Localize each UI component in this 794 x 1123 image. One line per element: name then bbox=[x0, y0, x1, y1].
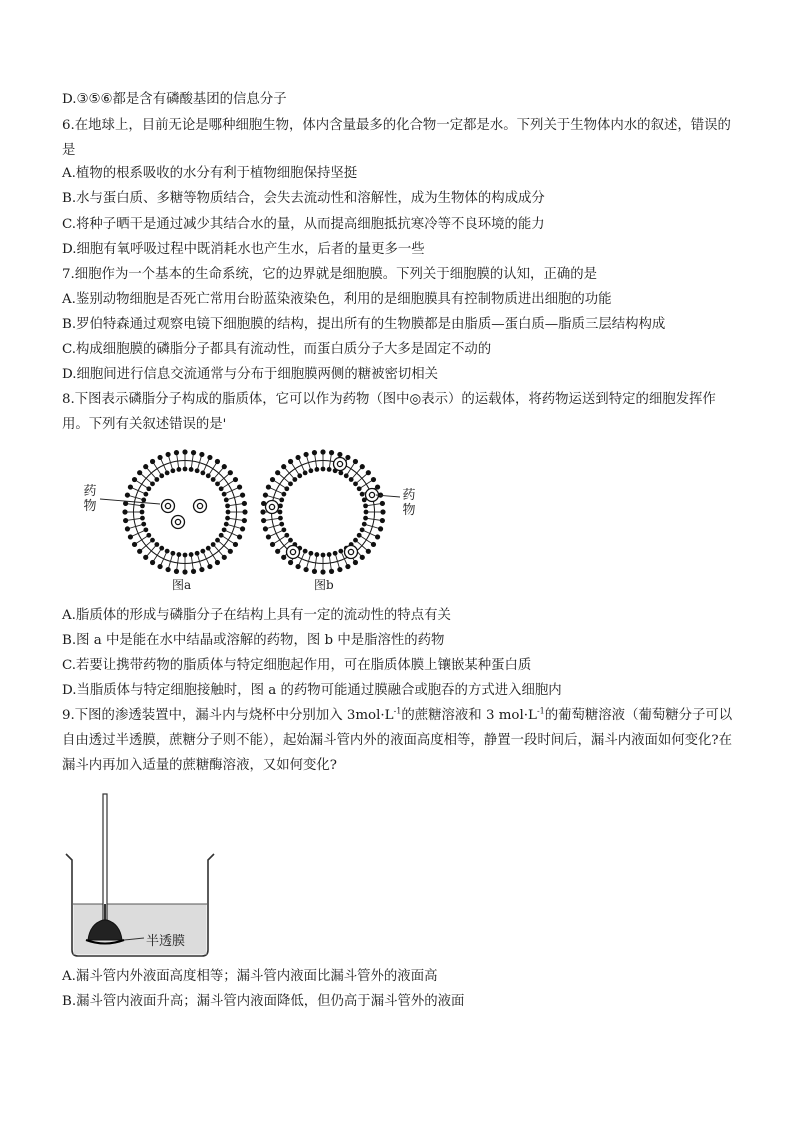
liposome-b-outer-head bbox=[360, 555, 365, 560]
liposome-a-outer-head bbox=[157, 564, 162, 569]
liposome-a-inner-head bbox=[211, 477, 216, 482]
liposome-a-outer-head bbox=[228, 549, 233, 554]
liposome-a-inner-head bbox=[224, 497, 229, 502]
liposome-a-inner-head bbox=[189, 552, 194, 557]
question-6-stem: 6.在地球上，目前无论是哪种细胞生物，体内含量最多的化合物一定都是水。下列关于生物体内水的叙述，错误的是 bbox=[62, 118, 731, 158]
liposome-b-outer-head bbox=[263, 526, 268, 531]
liposome-a-inner-head bbox=[225, 516, 230, 521]
liposome-b-inner-head bbox=[308, 551, 313, 556]
figure-caption-a: 图a bbox=[172, 578, 192, 592]
liposome-b-inner-head bbox=[321, 467, 326, 472]
liposome-a-outer-head bbox=[128, 534, 133, 539]
liposome-b-outer-head bbox=[260, 509, 265, 514]
liposome-a-inner-head bbox=[176, 467, 181, 472]
liposome-a-outer-head bbox=[182, 569, 187, 574]
liposome-b-inner-head bbox=[362, 522, 367, 527]
liposome-b-inner-head bbox=[314, 467, 319, 472]
liposome-b-outer-head bbox=[270, 477, 275, 482]
liposome-b-outer-head bbox=[375, 484, 380, 489]
membrane-label: 半透膜 bbox=[146, 934, 186, 949]
liposome-b-outer-head bbox=[281, 464, 286, 469]
liposome-a-outer-head bbox=[242, 501, 247, 506]
liposome-b-outer-head bbox=[281, 555, 286, 560]
liposome-b-outer-head bbox=[337, 452, 342, 457]
liposome-a-outer-head bbox=[143, 555, 148, 560]
liposome-b-outer-head bbox=[303, 452, 308, 457]
liposome-b-outer-head bbox=[303, 567, 308, 572]
liposome-a-outer-head bbox=[128, 484, 133, 489]
liposome-a-inner-head bbox=[150, 538, 155, 543]
liposome-b-outer-head bbox=[288, 459, 293, 464]
liposome-a-outer-head bbox=[125, 492, 130, 497]
liposome-a-outer-head bbox=[215, 459, 220, 464]
liposome-b-inner-head bbox=[321, 553, 326, 558]
question-6-option-b: B.水与蛋白质、多糖等物质结合，会失去流动性和溶解性，成为生物体的构成成分 bbox=[62, 191, 545, 206]
liposome-a-inner-head bbox=[195, 468, 200, 473]
liposome-a-inner-head bbox=[189, 467, 194, 472]
liposome-a-inner-head bbox=[159, 473, 164, 478]
liposome-b-inner-head bbox=[353, 538, 358, 543]
liposome-a-inner-head bbox=[150, 481, 155, 486]
liposome-a-outer-head bbox=[137, 549, 142, 554]
liposome-b-inner-head bbox=[327, 467, 332, 472]
question-9-option-b: B.漏斗管内液面升高；漏斗管内液面降低，但仍高于漏斗管外的液面 bbox=[62, 994, 465, 1009]
liposome-b-outer-head bbox=[345, 455, 350, 460]
liposome-b-outer-head bbox=[378, 526, 383, 531]
liposome-a-inner-head bbox=[219, 486, 224, 491]
liposome-a-outer-head bbox=[150, 560, 155, 565]
liposome-a-inner-head bbox=[146, 486, 151, 491]
question-8-option-a: A.脂质体的形成与磷脂分子在结构上具有一定的流动性的特点有关 bbox=[62, 608, 451, 623]
liposome-a-inner-head bbox=[143, 492, 148, 497]
liposome-b-outer-head bbox=[320, 449, 325, 454]
liposome-b-outer-head bbox=[345, 564, 350, 569]
liposome-b-outer-head bbox=[288, 560, 293, 565]
liposome-b-outer-head bbox=[380, 518, 385, 523]
liposome-a-inner-head bbox=[183, 467, 188, 472]
drug-pointer-a bbox=[100, 499, 160, 504]
question-9-option-a: A.漏斗管内外液面高度相等；漏斗管内液面比漏斗管外的液面高 bbox=[62, 969, 438, 984]
liposome-a-outer-head bbox=[165, 452, 170, 457]
liposome-a-bilayer-core bbox=[134, 461, 237, 564]
liposome-a-inner-head bbox=[165, 549, 170, 554]
liposome-a-outer-head bbox=[222, 464, 227, 469]
liposome-b-inner-head bbox=[363, 503, 368, 508]
liposome-b-inner-head bbox=[284, 486, 289, 491]
question-7-option-b: B.罗伯特森通过观察电镜下细胞膜的结构，提出所有的生物膜都是由脂质—蛋白质—脂质三层结构构成 bbox=[62, 317, 666, 332]
liposome-b-outer-head bbox=[371, 477, 376, 482]
liposome-a-outer-head bbox=[233, 542, 238, 547]
question-6-option-d: D.细胞有氧呼吸过程中既消耗水也产生水，后者的量更多一些 bbox=[62, 242, 425, 257]
question-7-option-a: A.鉴别动物细胞是否死亡常用台盼蓝染液染色，利用的是细胞膜具有控制物质进出细胞的功能 bbox=[62, 292, 612, 307]
liposome-a-outer-head bbox=[240, 492, 245, 497]
liposome-b-inner-head bbox=[281, 492, 286, 497]
liposome-a-outer-head bbox=[157, 455, 162, 460]
drug-b-1 bbox=[266, 501, 279, 514]
liposome-b-inner-head bbox=[292, 477, 297, 482]
liposome-b-outer-head bbox=[366, 470, 371, 475]
liposome-b-outer-head bbox=[337, 567, 342, 572]
liposome-a-inner-head bbox=[211, 542, 216, 547]
liposome-b-inner-head bbox=[278, 516, 283, 521]
drug-a-2 bbox=[194, 500, 207, 513]
liposome-b-inner-head bbox=[303, 549, 308, 554]
liposome-b-outer-head bbox=[329, 569, 334, 574]
liposome-b-inner-head bbox=[349, 477, 354, 482]
liposome-a-inner-head bbox=[215, 481, 220, 486]
drug-b-3 bbox=[345, 546, 358, 559]
liposome-a-inner-head bbox=[170, 551, 175, 556]
liposome-b-inner-head bbox=[333, 551, 338, 556]
liposome-a-inner-head bbox=[224, 522, 229, 527]
liposome-b-outer-head bbox=[353, 459, 358, 464]
drug-a-3 bbox=[172, 516, 185, 529]
liposome-a-outer-head bbox=[215, 560, 220, 565]
liposome-b-outer-head bbox=[261, 518, 266, 523]
liposome-a-inner-head bbox=[226, 510, 231, 515]
liposome-a-inner-head bbox=[222, 492, 227, 497]
liposome-a-outer-head bbox=[165, 567, 170, 572]
liposome-b-inner-head bbox=[314, 552, 319, 557]
liposome-b-outer-head bbox=[380, 509, 385, 514]
liposome-a-inner-head bbox=[159, 546, 164, 551]
drug-label-b: 药物 bbox=[402, 488, 416, 518]
liposome-a-outer-head bbox=[228, 470, 233, 475]
liposome-b-outer-head bbox=[263, 492, 268, 497]
liposome-a-inner-head bbox=[140, 510, 145, 515]
liposome-b-inner-head bbox=[288, 481, 293, 486]
liposome-a-inner-head bbox=[215, 538, 220, 543]
liposome-a-outer-head bbox=[199, 567, 204, 572]
liposome-b-inner-head bbox=[297, 473, 302, 478]
liposome-a-outer-head bbox=[122, 509, 127, 514]
liposome-a-inner-head bbox=[170, 468, 175, 473]
liposome-a-inner-head bbox=[206, 473, 211, 478]
liposome-a-inner-head bbox=[165, 470, 170, 475]
liposome-a-inner-head bbox=[200, 470, 205, 475]
liposome-a-outer-head bbox=[132, 542, 137, 547]
liposome-a-inner-head bbox=[146, 533, 151, 538]
liposome-a-outer-head bbox=[242, 518, 247, 523]
liposome-a-outer-head bbox=[137, 470, 142, 475]
liposome-b-outer-head bbox=[270, 542, 275, 547]
liposome-a-outer-head bbox=[242, 509, 247, 514]
liposome-b-outer-head bbox=[371, 542, 376, 547]
liposome-a-inner-head bbox=[195, 551, 200, 556]
liposome-b-outer-head bbox=[366, 549, 371, 554]
liposome-a-outer-head bbox=[182, 449, 187, 454]
liposome-a-outer-head bbox=[123, 518, 128, 523]
liposome-b-inner-head bbox=[360, 527, 365, 532]
liposome-a-outer-head bbox=[132, 477, 137, 482]
option-5d: D.③⑤⑥都是含有磷酸基团的信息分子 bbox=[62, 92, 287, 107]
liposome-a-outer-head bbox=[199, 452, 204, 457]
liposome-a-inner-head bbox=[140, 516, 145, 521]
liposome-a-inner-head bbox=[225, 503, 230, 508]
liposome-b-inner-head bbox=[279, 497, 284, 502]
liposome-b-inner-head bbox=[281, 527, 286, 532]
liposome-b-inner-head bbox=[338, 549, 343, 554]
liposome-b-inner-head bbox=[279, 522, 284, 527]
question-6-option-c: C.将种子晒干是通过减少其结合水的量，从而提高细胞抵抗寒冷等不良环境的能力 bbox=[62, 217, 545, 232]
liposome-a-outer-head bbox=[125, 526, 130, 531]
liposome-a-outer-head bbox=[143, 464, 148, 469]
liposome-b-outer-head bbox=[275, 470, 280, 475]
liposome-b-outer-head bbox=[266, 534, 271, 539]
liposome-b-inner-head bbox=[364, 510, 369, 515]
liposome-b-inner-head bbox=[353, 481, 358, 486]
drug-b-2 bbox=[287, 546, 300, 559]
liposome-a-inner-head bbox=[222, 527, 227, 532]
liposome-b-inner-head bbox=[363, 516, 368, 521]
liposome-a-inner-head bbox=[141, 497, 146, 502]
osmosis-figure bbox=[60, 790, 240, 960]
liposome-a-inner-head bbox=[154, 477, 159, 482]
drug-a-1 bbox=[162, 500, 175, 513]
liposome-b-inner-head bbox=[360, 492, 365, 497]
drug-b-5 bbox=[334, 458, 347, 471]
liposome-a-outer-head bbox=[191, 450, 196, 455]
liposome-b-outer-head bbox=[295, 455, 300, 460]
liposome-b-outer-head bbox=[312, 569, 317, 574]
liposome-b-outer-head bbox=[375, 534, 380, 539]
liposome-a-outer-head bbox=[237, 534, 242, 539]
liposome-a-outer-head bbox=[222, 555, 227, 560]
liposome-a-outer-head bbox=[174, 450, 179, 455]
liposome-a-outer-head bbox=[174, 569, 179, 574]
question-7-option-d: D.细胞间进行信息交流通常与分布于细胞膜两侧的糖被密切相关 bbox=[62, 367, 439, 382]
question-9-stem: 9.下图的渗透装置中，漏斗内与烧杯中分别加入 $3mol\cdot L^{-1}$的蔗糖溶液和 3 $mol\cdot L^{-1}$的葡萄糖溶液（葡萄糖分子可以自由透过半透膜，蔗糖分子则不能），起始漏斗管内外的液面高度相等，静置一段时间后，漏斗内液面如何变化?在漏斗内再加入适量的蔗糖酶溶液，又如何变化? bbox=[62, 706, 733, 773]
liposome-a-outer-head bbox=[233, 477, 238, 482]
question-7-option-c: C.构成细胞膜的磷脂分子都具有流动性，而蛋白质分子大多是固定不动的 bbox=[62, 342, 492, 357]
liposome-b-outer-head bbox=[329, 450, 334, 455]
liposome-a-outer-head bbox=[150, 459, 155, 464]
liposome-b-inner-head bbox=[303, 470, 308, 475]
liposome-a-inner-head bbox=[154, 542, 159, 547]
liposome-a-outer-head bbox=[191, 569, 196, 574]
liposome-a-outer-head bbox=[237, 484, 242, 489]
liposome-b-inner-head bbox=[357, 533, 362, 538]
liposome-b-outer-head bbox=[380, 501, 385, 506]
liposome-a-inner-head bbox=[143, 527, 148, 532]
liposome-b-inner-head bbox=[308, 468, 313, 473]
liposome-b-outer-head bbox=[360, 464, 365, 469]
liposome-a-inner-head bbox=[183, 553, 188, 558]
liposome-a-outer-head bbox=[207, 455, 212, 460]
drug-label-a: 药物 bbox=[83, 484, 97, 514]
liposome-a-inner-head bbox=[141, 522, 146, 527]
question-8-option-c: C.若要让携带药物的脂质体与特定细胞起作用，可在脂质体膜上镶嵌某种蛋白质 bbox=[62, 658, 532, 673]
question-8-option-b: B.图 a 中是能在水中结晶或溶解的药物，图 b 中是脂溶性的药物 bbox=[62, 633, 445, 648]
liposome-b-inner-head bbox=[284, 533, 289, 538]
liposome-b-outer-head bbox=[266, 484, 271, 489]
liposome-a-outer-head bbox=[240, 526, 245, 531]
liposome-diagram bbox=[80, 444, 440, 596]
liposome-b-outer-head bbox=[320, 569, 325, 574]
liposome-b-inner-head bbox=[288, 538, 293, 543]
liposome-b-bilayer-core bbox=[272, 461, 375, 564]
liposome-b-inner-head bbox=[344, 473, 349, 478]
liposome-a-inner-head bbox=[140, 503, 145, 508]
liposome-a-inner-head bbox=[206, 546, 211, 551]
liposome-a-inner-head bbox=[219, 533, 224, 538]
liposome-b-outer-head bbox=[312, 450, 317, 455]
liposome-figure bbox=[80, 444, 440, 596]
liposome-b-outer-head bbox=[275, 549, 280, 554]
liposome-a-inner-head bbox=[200, 549, 205, 554]
liposome-b-inner-head bbox=[327, 552, 332, 557]
liposome-a-outer-head bbox=[207, 564, 212, 569]
figure-caption-b: 图b bbox=[314, 578, 334, 592]
question-8-stem: 8.下图表示磷脂分子构成的脂质体，它可以作为药物（图中◎表示）的运载体，将药物运送到特定的细胞发挥作用。下列有关叙述错误的是' bbox=[62, 392, 716, 432]
liposome-b-inner-head bbox=[338, 470, 343, 475]
liposome-b-outer-head bbox=[295, 564, 300, 569]
question-6-option-a: A.植物的根系吸收的水分有利于植物细胞保持坚挺 bbox=[62, 166, 358, 181]
liposome-a-inner-head bbox=[176, 552, 181, 557]
liposome-b-inner-head bbox=[357, 486, 362, 491]
liposome-b-outer-head bbox=[353, 560, 358, 565]
question-8-option-d: D.当脂质体与特定细胞接触时，图 a 的药物可能通过膜融合或胞吞的方式进入细胞内 bbox=[62, 683, 562, 698]
question-7-stem: 7.细胞作为一个基本的生命系统，它的边界就是细胞膜。下列关于细胞膜的认知，正确的是 bbox=[62, 267, 598, 282]
